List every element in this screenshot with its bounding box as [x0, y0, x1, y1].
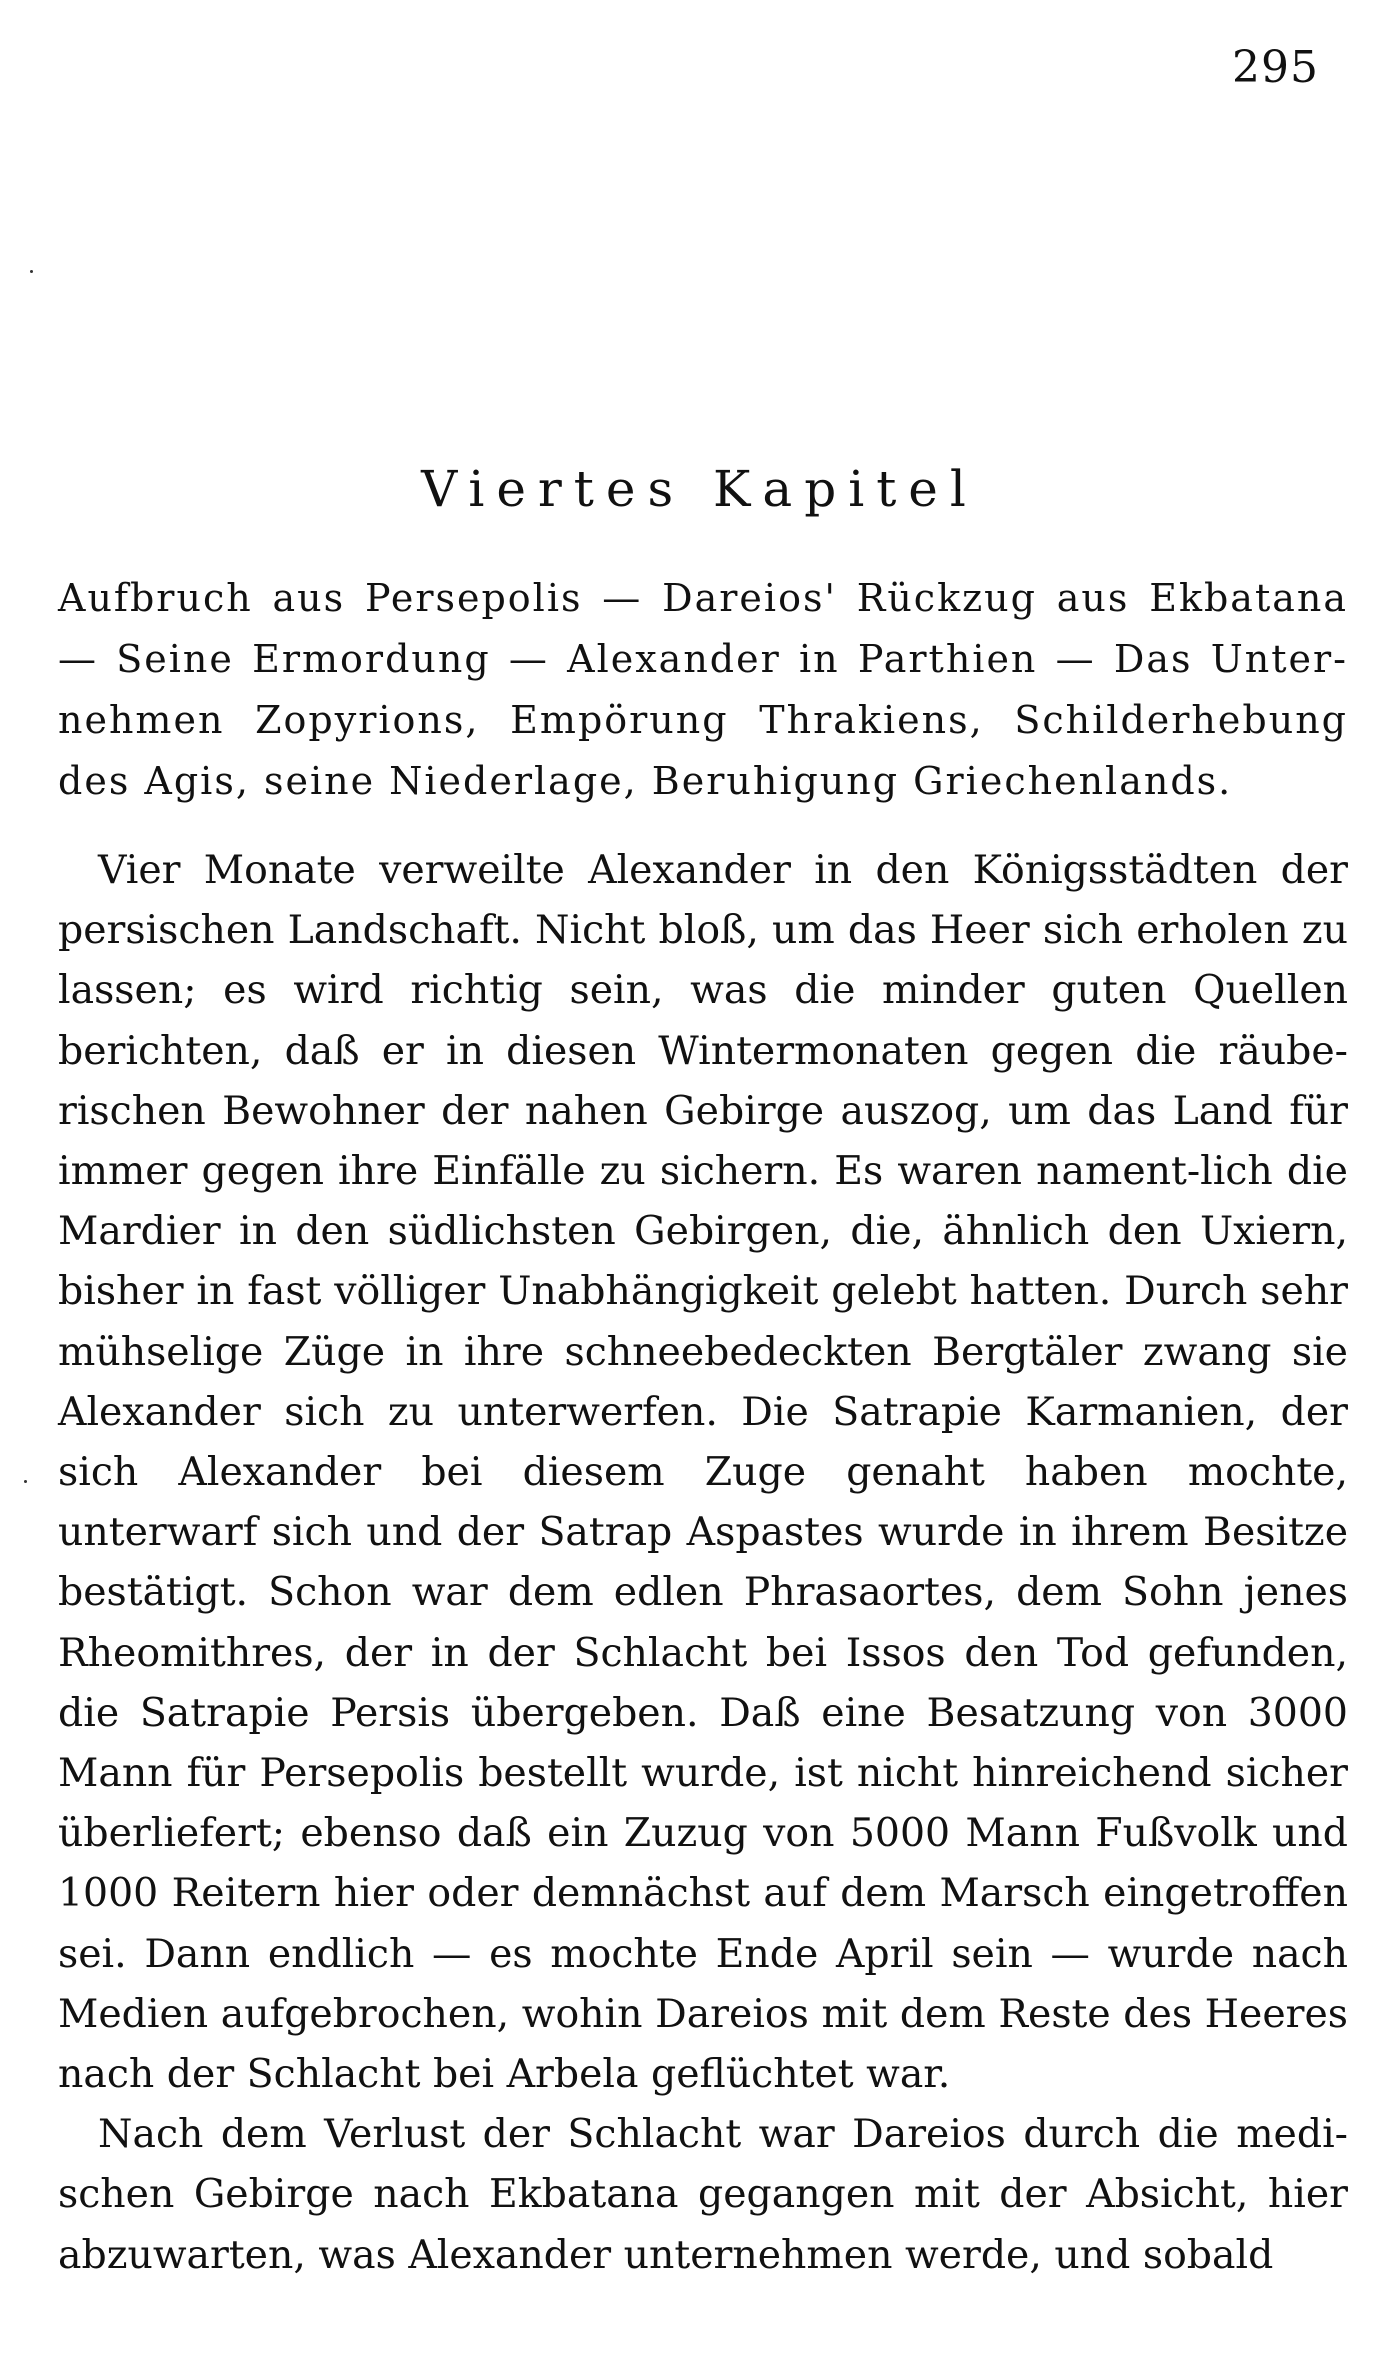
margin-speck [24, 1480, 27, 1483]
margin-speck [30, 270, 33, 273]
chapter-title: Viertes Kapitel [421, 460, 978, 518]
chapter-summary: Aufbruch aus Persepolis — Dareios' Rückzug aus Ekbatana — Seine Ermordung — Alexander in Parthien — Das Unter-nehmen Zopyrions, Empörung Thrakiens, Schilderhebung des Agis, seine Niederlage, Beruhigung Griechenlands. [58, 576, 1348, 803]
paragraph-1: Vier Monate verweilte Alexander in den Königsstädten der persischen Landschaft. Nicht bloß, um das Heer sich erholen zu lassen; es wird richtig sein, was die minder guten Quellen berichten, daß er in diesen Wintermonaten gegen die räube-rischen Bewohner der nahen Gebirge auszog, um das Land für immer gegen ihre Einfälle zu sichern. Es waren nament-lich die Mardier in den südlichsten Gebirgen, die, ähnlich den Uxiern, bisher in fast völliger Unabhängigkeit gelebt hatten. Durch sehr mühselige Züge in ihre schneebedeckten Bergtäler zwang sie Alexander sich zu unterwerfen. Die Satrapie Karmanien, der sich Alexander bei diesem Zuge genaht haben mochte, unterwarf sich und der Satrap Aspastes wurde in ihrem Besitze bestätigt. Schon war dem edlen Phrasaortes, dem Sohn jenes Rheomithres, der in der Schlacht bei Issos den Tod gefunden, die Satrapie Persis übergeben. Daß eine Besatzung von 3000 Mann für Persepolis bestellt wurde, ist nicht hinreichend sicher überliefert; ebenso daß ein Zuzug von 5000 Mann Fußvolk und 1000 Reitern hier oder demnächst auf dem Marsch eingetroffen sei. Dann endlich — es mochte Ende April sein — wurde nach Medien aufgebrochen, wohin Dareios mit dem Reste des Heeres nach der Schlacht bei Arbela geflüchtet war. [58, 847, 1348, 2098]
paragraph-2: Nach dem Verlust der Schlacht war Dareios durch die medi-schen Gebirge nach Ekbatana gegangen mit der Absicht, hier abzuwarten, was Alexander unternehmen werde, und sobald [58, 2111, 1348, 2278]
page-number: 295 [1232, 42, 1319, 93]
body-text [58, 840, 1348, 2285]
